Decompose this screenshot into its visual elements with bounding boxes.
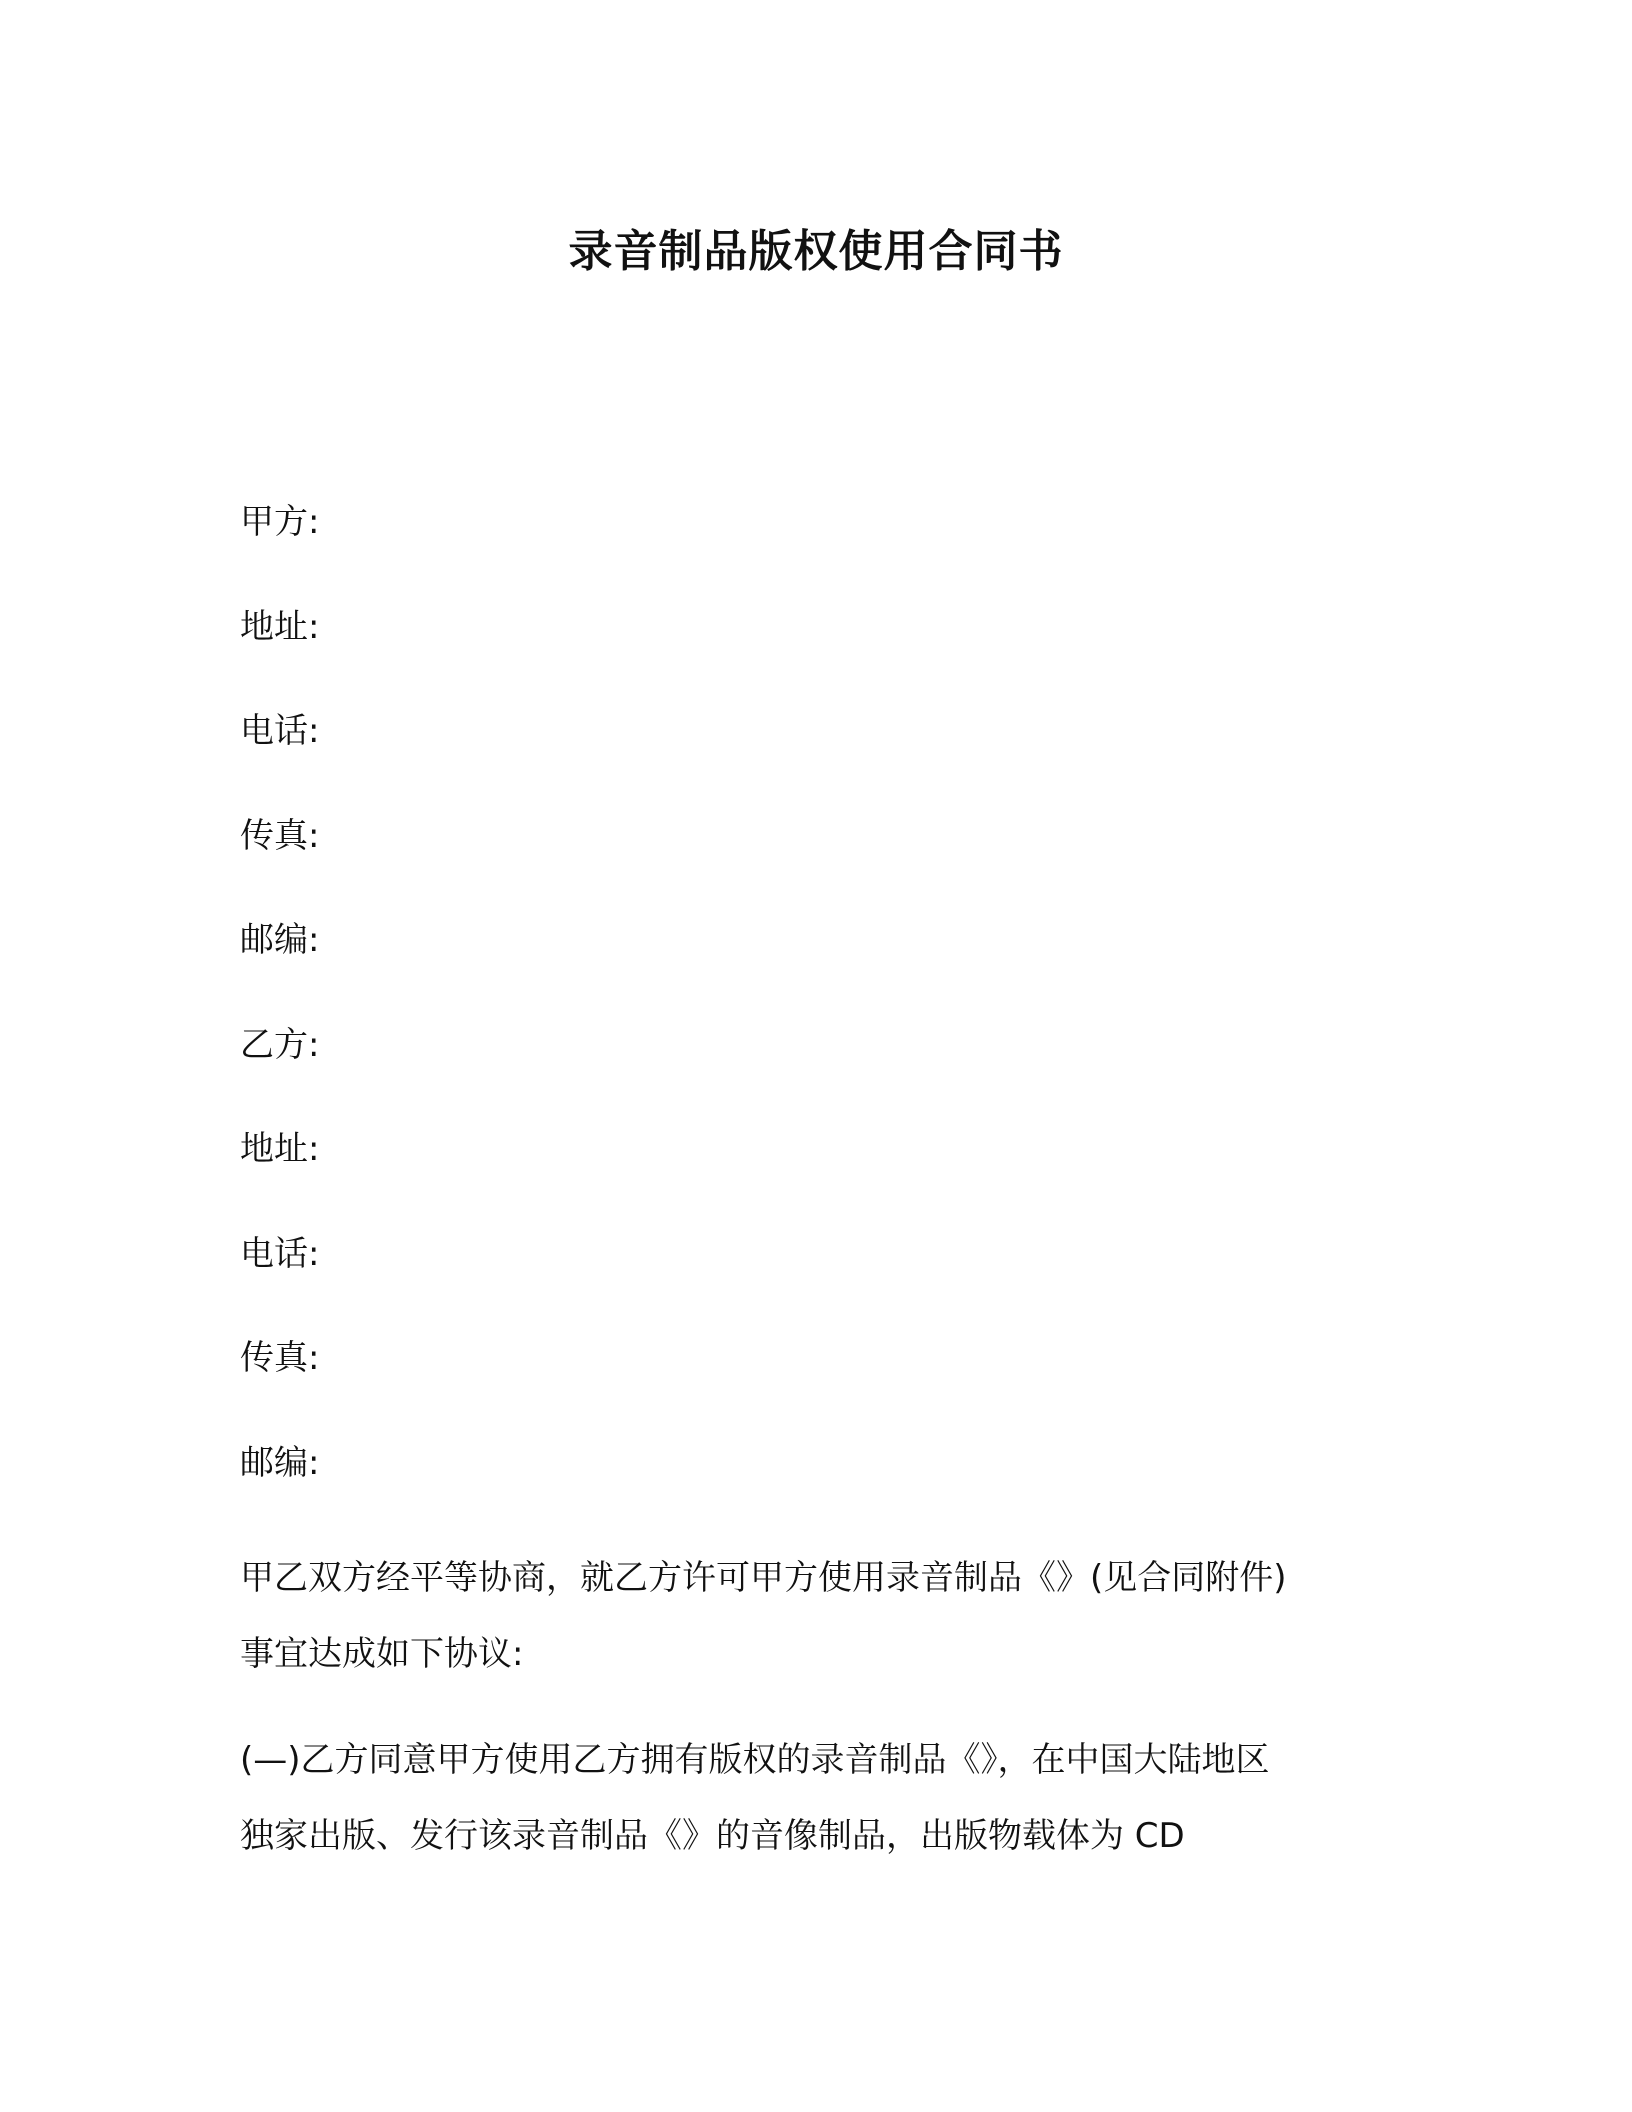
party-a-name-label: 甲方: — [240, 502, 320, 542]
clause-1-line: 独家出版、发行该录音制品《》的音像制品，出版物载体为 CD — [240, 1816, 1185, 1856]
party-b-fax-label: 传真: — [240, 1338, 320, 1378]
party-a-postcode-label: 邮编: — [240, 920, 320, 960]
party-a-fax-label: 传真: — [240, 815, 320, 856]
intro-paragraph — [240, 1540, 1400, 1692]
document-title: 录音制品版权使用合同书 — [568, 226, 1064, 277]
intro-paragraph-line: 事宜达成如下协议: — [240, 1634, 524, 1674]
party-a-phone-label: 电话: — [240, 711, 320, 751]
clause-1-line: (—)乙方同意甲方使用乙方拥有版权的录音制品《》，在中国大陆地区 — [240, 1740, 1270, 1780]
party-b-postcode-label: 邮编: — [240, 1442, 320, 1483]
party-a-address-label: 地址: — [240, 606, 320, 647]
party-fields — [240, 494, 1400, 1539]
intro-paragraph-line: 甲乙双方经平等协商，就乙方许可甲方使用录音制品《》(见合同附件) — [240, 1558, 1287, 1598]
party-b-address-label: 地址: — [240, 1129, 320, 1169]
party-b-name-label: 乙方: — [240, 1024, 320, 1065]
party-b-phone-label: 电话: — [240, 1233, 320, 1274]
clause-1-paragraph — [240, 1722, 1400, 1874]
